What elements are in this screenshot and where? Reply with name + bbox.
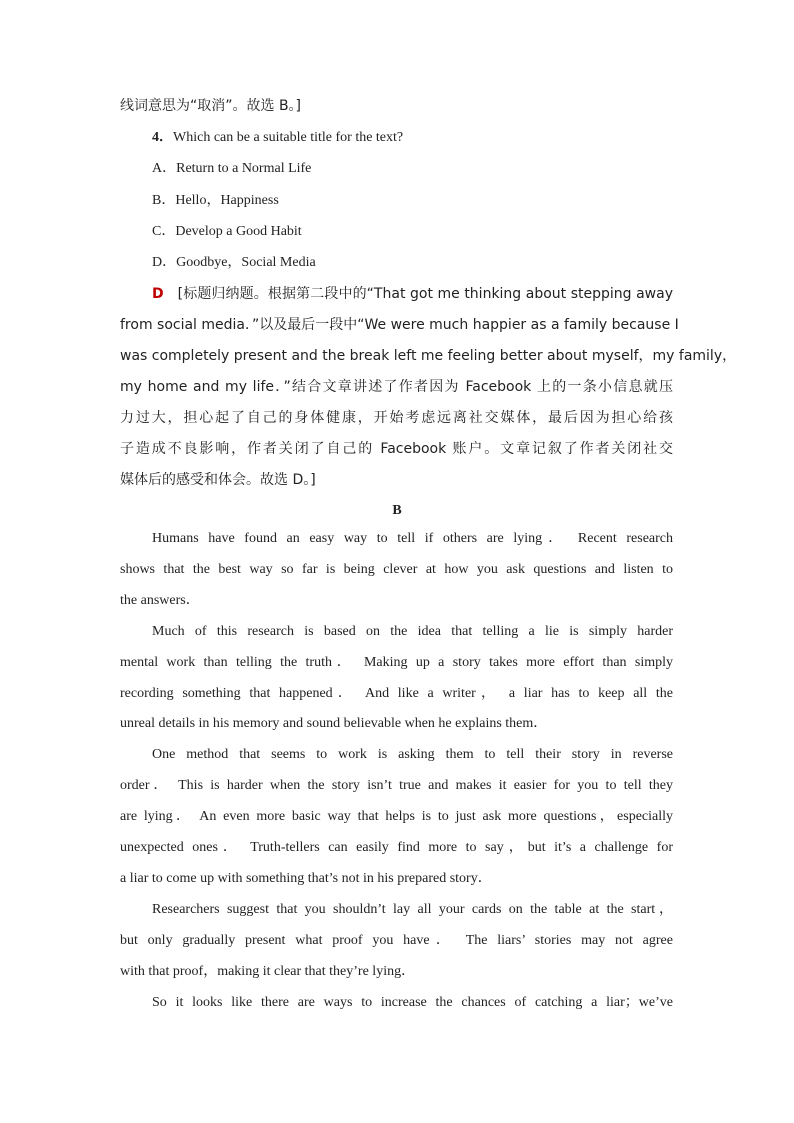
option-b: B．Hello，Happiness (152, 193, 279, 208)
passage-line: mental work than telling the truth． Making up a story takes more effort than simply (120, 655, 673, 670)
explanation-line: from social media．”以及最后一段中“We were much happier as a family because I (120, 317, 679, 333)
passage-line: with that proof，making it clear that they’re lying． (120, 964, 416, 979)
question-text: Which can be a suitable title for the text? (173, 130, 404, 145)
passage-line: the answers． (120, 593, 200, 608)
passage-line: are lying． An even more basic way that helps is to just ask more questions，especially (120, 809, 673, 824)
passage-line: One method that seems to work is asking them to tell their story in reverse (152, 747, 673, 762)
option-d: D．Goodbye，Social Media (152, 255, 316, 270)
passage-line: a liar to come up with something that’s not in his prepared story． (120, 871, 492, 886)
passage-line: Researchers suggest that you shouldn’t lay all your cards on the table at the start， (152, 902, 673, 917)
explanation-line: 力过大，担心起了自己的身体健康，开始考虑远离社交媒体，最后因为担心给孩 (120, 410, 673, 426)
explanation-line: 媒体后的感受和体会。故选 D。] (120, 472, 316, 488)
passage-line: shows that the best way so far is being clever at how you ask questions and listen to (120, 562, 673, 577)
passage-line: Much of this research is based on the idea that telling a lie is simply harder (152, 624, 673, 639)
passage-line: unexpected ones． Truth-tellers can easily find more to say，but it’s a challenge for (120, 840, 673, 855)
question-4 (152, 128, 403, 148)
answer-letter: D (152, 286, 164, 302)
explanation-line (152, 284, 673, 304)
passage-line: but only gradually present what proof you have． The liars’ stories may not agree (120, 933, 673, 948)
explanation-text: [标题归纳题。根据第二段中的“That got me thinking about stepping away (177, 286, 673, 302)
question-number: 4． (152, 130, 173, 145)
explanation-line: was completely present and the break left me feeling better about myself，my family， (120, 348, 737, 364)
passage-line: unreal details in his memory and sound believable when he explains them． (120, 716, 548, 731)
explanation-line: my home and my life．”结合文章讲述了作者因为 Facebook 上的一条小信息就压 (120, 379, 673, 395)
previous-explanation-tail: 线词意思为“取消”。故选 B。] (120, 98, 302, 114)
passage-line: recording something that happened． And like a writer， a liar has to keep all the (120, 686, 673, 701)
explanation-line: 子造成不良影响，作者关闭了自己的 Facebook 账户。文章记叙了作者关闭社交 (120, 441, 673, 457)
option-c: C．Develop a Good Habit (152, 224, 302, 239)
option-a: A．Return to a Normal Life (152, 161, 312, 176)
passage-line: So it looks like there are ways to increase the chances of catching a liar；we’ve (152, 995, 673, 1010)
section-heading: B (392, 503, 402, 518)
passage-line: Humans have found an easy way to tell if others are lying． Recent research (152, 531, 673, 546)
passage-line: order． This is harder when the story isn’t true and makes it easier for you to tell they (120, 778, 673, 793)
